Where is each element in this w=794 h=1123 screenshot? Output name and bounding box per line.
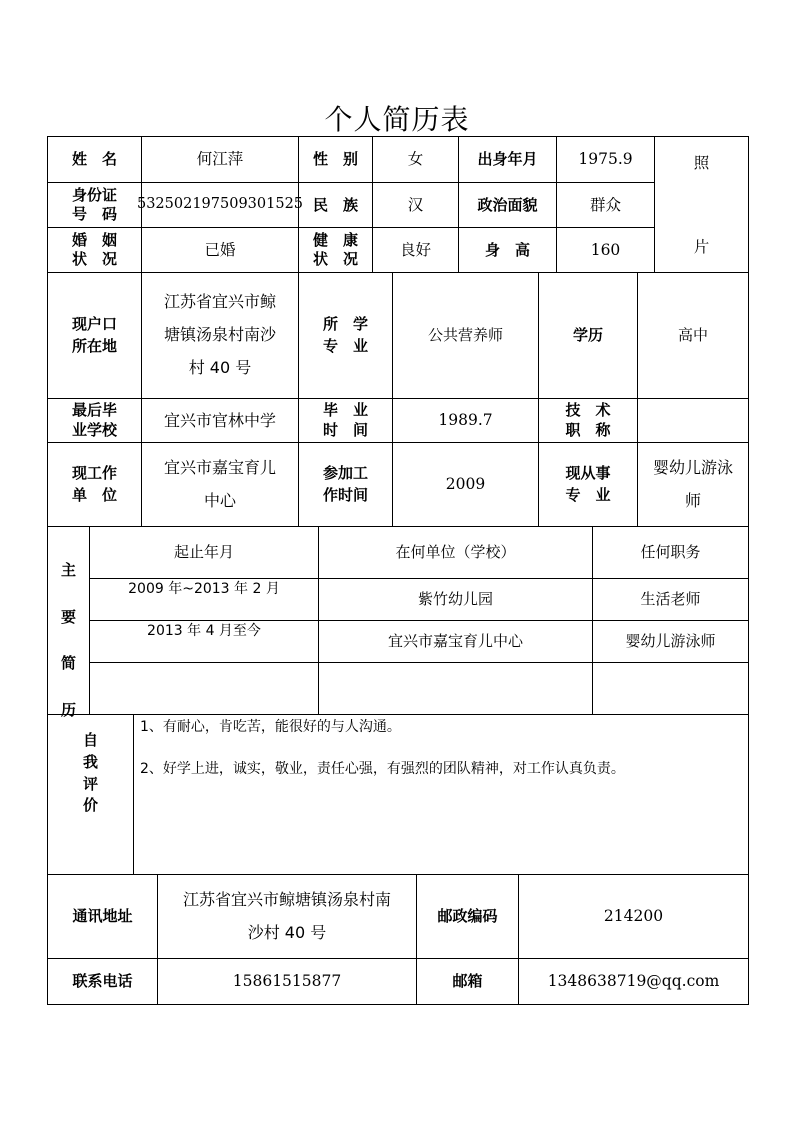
label-height: 身 高 <box>484 240 530 259</box>
label-id <box>48 183 141 227</box>
value-gender: 女 <box>407 150 424 169</box>
resume-cell <box>593 663 748 714</box>
label-work-line1: 现工作 <box>71 463 117 482</box>
label-major-line1: 所 学 <box>322 314 368 333</box>
label-address: 通讯地址 <box>72 907 133 926</box>
resume-cell <box>319 663 592 714</box>
label-marital <box>48 228 141 272</box>
value-start-year: 2009 <box>445 475 486 494</box>
label-education: 学历 <box>572 326 603 345</box>
value-email: 1348638719@qq.com <box>547 972 720 991</box>
resume-header: 在何单位（学校） <box>395 543 516 562</box>
value-grad-time: 1989.7 <box>438 411 493 430</box>
label-school-line1: 最后毕 <box>71 401 117 419</box>
label-tech <box>539 399 637 442</box>
value-address <box>158 875 416 958</box>
page-title: 个人简历表 <box>324 103 470 136</box>
label-grad-line1: 毕 业 <box>322 401 368 419</box>
value-postcode: 214200 <box>603 907 664 926</box>
resume-header: 起止年月 <box>173 543 234 562</box>
value-work-line1: 宜兴市嘉宝育儿 <box>163 457 276 477</box>
value-birth: 1975.9 <box>578 150 633 169</box>
label-start-line2: 作时间 <box>322 485 368 504</box>
label-resume-char: 简 <box>60 654 76 673</box>
value-name: 何江萍 <box>196 150 244 169</box>
label-resume-char: 历 <box>60 700 76 719</box>
label-eval-char: 自 <box>82 731 98 749</box>
value-work <box>142 443 298 526</box>
value-hukou-line1: 江苏省宜兴市鲸 <box>163 292 276 312</box>
value-job <box>638 443 748 526</box>
resume-cell: 生活老师 <box>640 590 701 609</box>
value-phone: 15861515877 <box>232 972 342 991</box>
label-postcode: 邮政编码 <box>437 907 498 926</box>
label-political: 政治面貌 <box>477 195 538 214</box>
value-work-line2: 中心 <box>203 490 236 510</box>
value-hukou <box>142 273 298 398</box>
label-resume-char: 要 <box>60 607 76 626</box>
label-eval-char: 我 <box>82 752 98 771</box>
value-address-line2: 沙村 40 号 <box>247 922 327 942</box>
label-start <box>299 443 392 526</box>
label-tech-line2: 职 称 <box>565 420 611 439</box>
value-hukou-line2: 塘镇汤泉村南沙 <box>163 325 276 345</box>
value-political: 群众 <box>589 195 621 214</box>
label-phone: 联系电话 <box>72 972 133 991</box>
resume-cell: 婴幼儿游泳师 <box>625 632 716 651</box>
value-height: 160 <box>590 240 621 259</box>
label-work-line2: 单 位 <box>71 485 117 504</box>
label-id-line1: 身份证 <box>71 185 117 204</box>
label-health-line1: 健 康 <box>312 230 358 249</box>
label-hukou <box>48 273 141 398</box>
value-ethnicity: 汉 <box>407 195 424 214</box>
label-health <box>299 228 372 272</box>
label-ethnicity: 民 族 <box>312 195 358 214</box>
self-eval-line: 2、好学上进，诚实，敬业，责任心强，有强烈的团队精神，对工作认真负责。 <box>140 761 625 777</box>
label-self-eval <box>48 730 133 820</box>
photo-label-top: 照 <box>693 153 710 172</box>
label-birth: 出身年月 <box>477 150 538 169</box>
value-address-line1: 江苏省宜兴市鲸塘镇汤泉村南 <box>182 889 391 909</box>
label-gender: 性 别 <box>312 150 358 169</box>
value-major: 公共营养师 <box>427 326 503 345</box>
value-education: 高中 <box>677 326 708 345</box>
resume-cell <box>90 663 318 714</box>
label-tech-line1: 技 术 <box>565 401 611 419</box>
label-work <box>48 443 141 526</box>
label-resume <box>48 560 89 720</box>
value-health: 良好 <box>399 240 431 259</box>
label-email: 邮箱 <box>452 972 483 991</box>
self-eval-line: 1、有耐心，肯吃苦，能很好的与人沟通。 <box>140 719 401 735</box>
label-school <box>48 399 141 442</box>
label-eval-char: 评 <box>82 774 98 793</box>
resume-cell: 紫竹幼儿园 <box>417 590 493 609</box>
value-id: 532502197509301525 <box>136 196 304 213</box>
resume-header: 任何职务 <box>640 543 701 562</box>
label-health-line2: 状 况 <box>312 250 358 268</box>
label-hukou-line1: 现户口 <box>71 314 117 333</box>
value-school: 宜兴市官林中学 <box>163 410 276 430</box>
label-job <box>539 443 637 526</box>
label-major-line2: 专 业 <box>322 336 368 355</box>
label-marital-line1: 婚 姻 <box>71 230 117 249</box>
label-start-line1: 参加工 <box>322 463 368 482</box>
value-job-line2: 师 <box>684 490 701 510</box>
value-hukou-line3: 村 40 号 <box>188 357 252 377</box>
value-tech-title <box>638 399 748 442</box>
label-hukou-line2: 所在地 <box>71 336 117 355</box>
resume-cell: 宜兴市嘉宝育儿中心 <box>387 632 523 651</box>
resume-cell: 2009 年~2013 年 2 月 <box>128 581 280 597</box>
label-grad <box>299 399 392 442</box>
label-major <box>299 273 392 398</box>
label-id-line2: 号 码 <box>71 205 117 223</box>
value-marital: 已婚 <box>204 240 236 259</box>
label-marital-line2: 状 况 <box>71 250 117 268</box>
label-name: 姓 名 <box>71 150 117 169</box>
label-job-line2: 专 业 <box>565 485 611 504</box>
resume-cell: 2013 年 4 月至今 <box>147 623 261 639</box>
label-resume-char: 主 <box>60 561 76 579</box>
label-school-line2: 业学校 <box>71 420 117 439</box>
value-job-line1: 婴幼儿游泳 <box>652 457 733 477</box>
label-job-line1: 现从事 <box>565 463 611 482</box>
label-eval-char: 价 <box>82 796 98 815</box>
photo-label-bottom: 片 <box>693 237 710 256</box>
label-grad-line2: 时 间 <box>322 420 368 439</box>
